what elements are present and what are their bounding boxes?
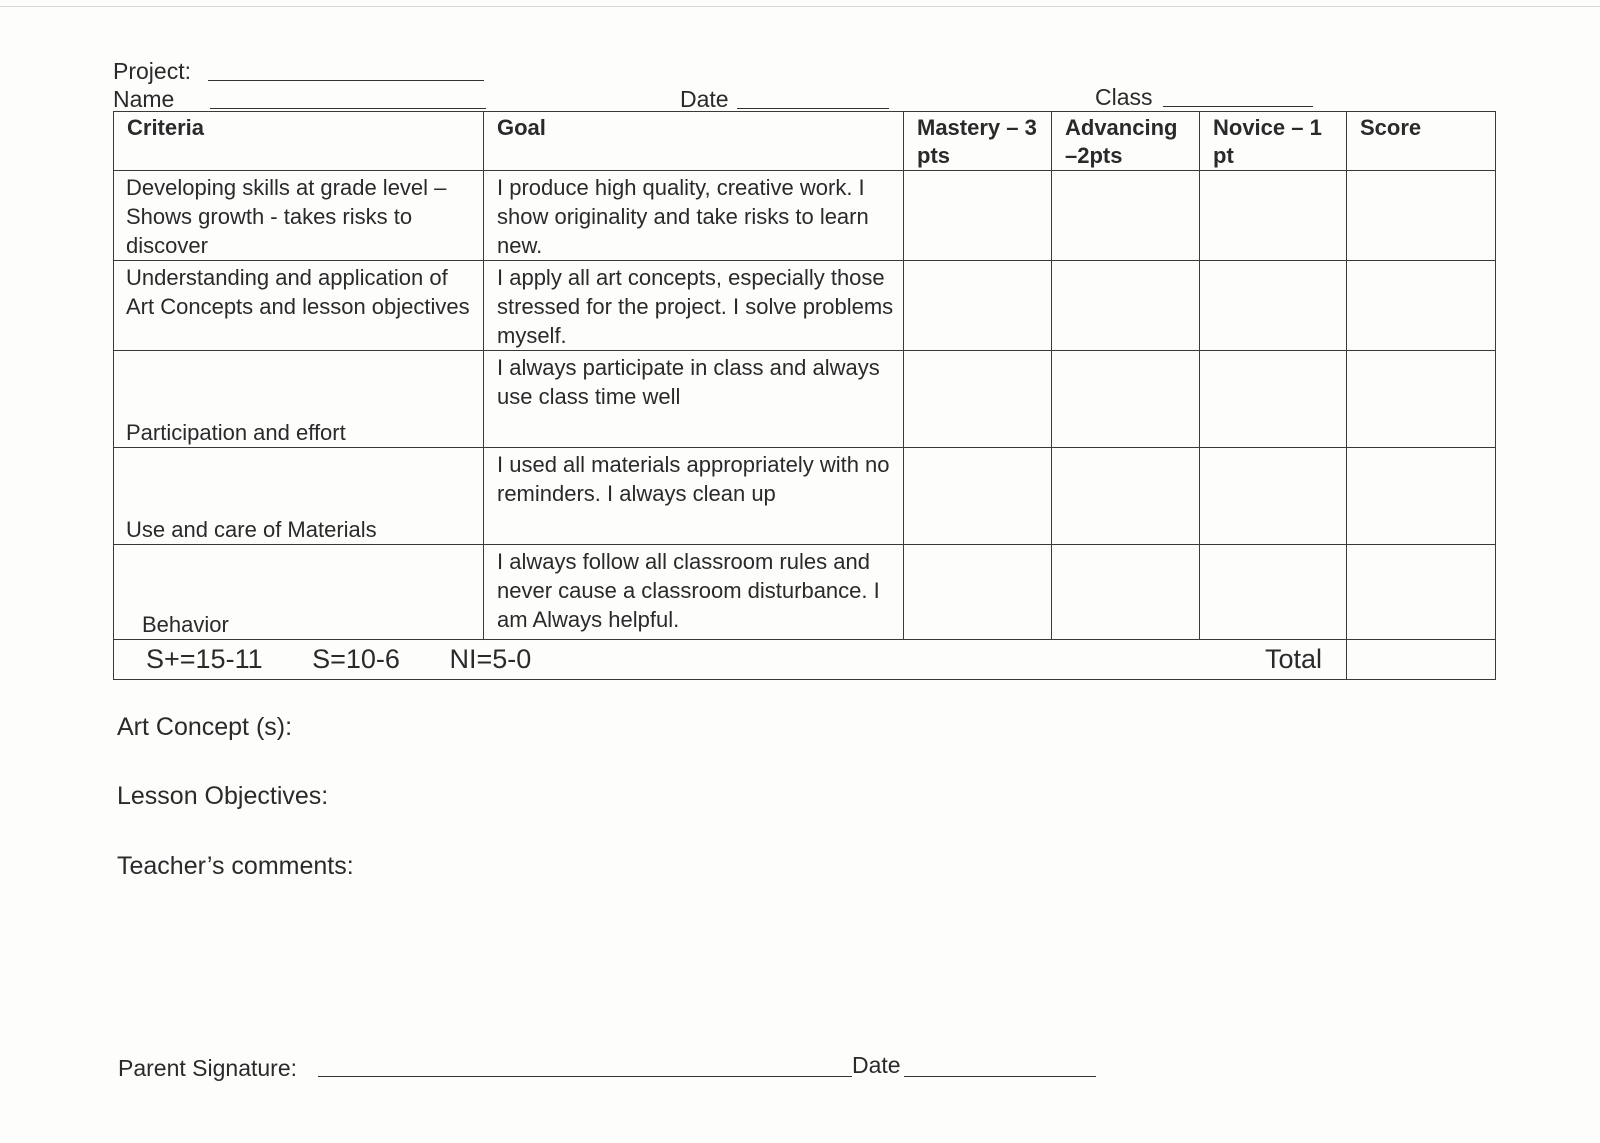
page-top-edge: [0, 6, 1600, 7]
goal-cell: I produce high quality, creative work. I show originality and take risks to learn new.: [484, 171, 904, 261]
date-field[interactable]: [737, 108, 889, 109]
total-score-cell[interactable]: [1347, 640, 1496, 680]
column-header-advancing: Advancing –2pts: [1052, 112, 1200, 171]
goal-cell: I used all materials appropriately with no reminders. I always clean up: [484, 448, 904, 545]
teacher-comments-label: Teacher’s comments:: [117, 852, 354, 880]
total-row: [114, 640, 1496, 680]
goal-cell: I always follow all classroom rules and never cause a classroom disturbance. I am Always helpful.: [484, 545, 904, 640]
score-cell[interactable]: [1347, 171, 1496, 261]
score-cell[interactable]: [1347, 261, 1496, 351]
column-header-score: Score: [1347, 112, 1496, 171]
novice-cell[interactable]: [1200, 448, 1347, 545]
score-cell[interactable]: [1347, 545, 1496, 640]
column-header-criteria: Criteria: [114, 112, 484, 171]
table-row: [114, 448, 1496, 545]
advancing-cell[interactable]: [1052, 448, 1200, 545]
goal-cell: I always participate in class and always use class time well: [484, 351, 904, 448]
goal-cell: I apply all art concepts, especially those stressed for the project. I solve problems myself.: [484, 261, 904, 351]
total-label: Total: [1200, 640, 1347, 680]
project-label: Project:: [113, 58, 191, 84]
scale-s: S=10-6: [312, 644, 400, 674]
rubric-table: [113, 111, 1496, 680]
novice-cell[interactable]: [1200, 545, 1347, 640]
score-cell[interactable]: [1347, 448, 1496, 545]
table-row: [114, 545, 1496, 640]
name-field[interactable]: [210, 108, 486, 109]
class-field[interactable]: [1163, 106, 1313, 107]
grading-scale: [114, 640, 1200, 680]
footer-date-label: Date: [852, 1052, 901, 1078]
footer-date-field[interactable]: [904, 1076, 1096, 1077]
criteria-cell: Participation and effort: [114, 351, 484, 448]
mastery-cell[interactable]: [904, 545, 1052, 640]
novice-cell[interactable]: [1200, 351, 1347, 448]
table-header-row: [114, 112, 1496, 171]
novice-cell[interactable]: [1200, 261, 1347, 351]
mastery-cell[interactable]: [904, 261, 1052, 351]
column-header-novice: Novice – 1 pt: [1200, 112, 1347, 171]
criteria-cell: Behavior: [114, 545, 484, 640]
column-header-mastery: Mastery – 3 pts: [904, 112, 1052, 171]
score-cell[interactable]: [1347, 351, 1496, 448]
table-row: [114, 261, 1496, 351]
parent-signature-field[interactable]: [318, 1076, 852, 1077]
mastery-cell[interactable]: [904, 351, 1052, 448]
criteria-cell: Use and care of Materials: [114, 448, 484, 545]
criteria-cell: Understanding and application of Art Concepts and lesson objectives: [114, 261, 484, 351]
scale-splus: S+=15-11: [146, 644, 263, 674]
column-header-goal: Goal: [484, 112, 904, 171]
mastery-cell[interactable]: [904, 448, 1052, 545]
parent-signature-label: Parent Signature:: [118, 1055, 298, 1081]
advancing-cell[interactable]: [1052, 261, 1200, 351]
project-field[interactable]: [208, 80, 484, 81]
class-label: Class: [1095, 84, 1153, 110]
mastery-cell[interactable]: [904, 171, 1052, 261]
lesson-objectives-label: Lesson Objectives:: [117, 782, 329, 810]
scale-ni: NI=5-0: [449, 644, 532, 674]
novice-cell[interactable]: [1200, 171, 1347, 261]
table-row: [114, 171, 1496, 261]
advancing-cell[interactable]: [1052, 351, 1200, 448]
advancing-cell[interactable]: [1052, 545, 1200, 640]
criteria-cell: Developing skills at grade level – Shows growth - takes risks to discover: [114, 171, 484, 261]
table-row: [114, 351, 1496, 448]
date-label: Date: [680, 86, 729, 112]
art-concepts-label: Art Concept (s):: [117, 713, 293, 741]
name-label: Name: [113, 86, 175, 112]
advancing-cell[interactable]: [1052, 171, 1200, 261]
